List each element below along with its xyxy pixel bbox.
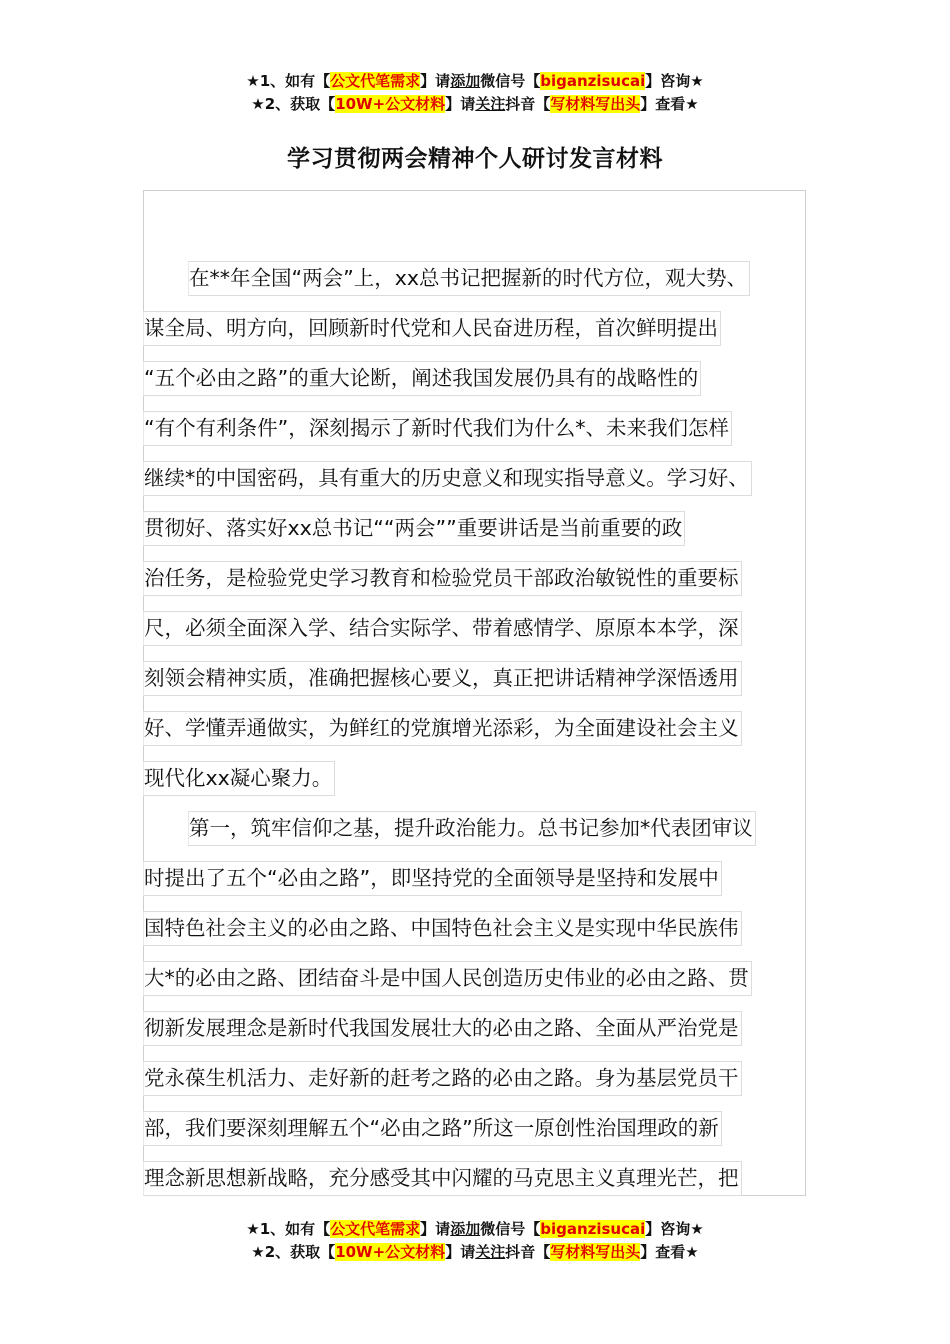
- banner-highlight: biganzisucai: [540, 1220, 646, 1238]
- banner-line-1: [0, 70, 950, 93]
- text-line-content: 尺，必须全面深入学、结合实际学、带着感情学、原原本本学，深: [143, 611, 742, 646]
- text-line-content: 大*的必由之路、团结奋斗是中国人民创造历史伟业的必由之路、贯: [143, 961, 752, 996]
- banner-text: 】咨询★: [645, 1220, 704, 1238]
- text-line: [143, 1152, 808, 1202]
- text-line-content: 现代化xx凝心聚力。: [143, 761, 335, 796]
- bottom-banner: [0, 1218, 950, 1264]
- text-line-content: “有个有利条件”，深刻揭示了新时代我们为什么*、未来我们怎样: [143, 411, 732, 446]
- banner-text: 】请: [420, 72, 451, 90]
- text-line-content: 治任务，是检验党史学习教育和检验党员干部政治敏锐性的重要标: [143, 561, 742, 596]
- text-line-content: 谋全局、明方向，回顾新时代党和人民奋进历程，首次鲜明提出: [143, 311, 721, 346]
- banner-text: 】咨询★: [645, 72, 704, 90]
- text-line-content: 部，我们要深刻理解五个“必由之路”所这一原创性治国理政的新: [143, 1111, 722, 1146]
- text-line: [143, 752, 808, 802]
- banner-text: ★1、如有【: [246, 72, 331, 90]
- banner-underlined: 关注: [475, 1243, 506, 1261]
- text-line-content: 第一，筑牢信仰之基，提升政治能力。总书记参加*代表团审议: [188, 811, 756, 846]
- top-banner: [0, 70, 950, 116]
- banner-highlight: 写材料写出头: [550, 95, 641, 113]
- text-line: [143, 952, 808, 1002]
- document-title: 学习贯彻两会精神个人研讨发言材料: [287, 146, 663, 172]
- text-line: [143, 1102, 808, 1152]
- text-line-content: 国特色社会主义的必由之路、中国特色社会主义是实现中华民族伟: [143, 911, 742, 946]
- banner-text: 抖音【: [505, 1243, 551, 1261]
- banner-text: 】请: [445, 1243, 476, 1261]
- banner-highlight: 公文代笔需求: [330, 72, 421, 90]
- text-line: [143, 902, 808, 952]
- text-line: [143, 502, 808, 552]
- banner-highlight: 10W+公文材料: [335, 1243, 446, 1261]
- banner-line-1: [0, 1218, 950, 1241]
- text-line-content: 彻新发展理念是新时代我国发展壮大的必由之路、全面从严治党是: [143, 1011, 742, 1046]
- text-line: [143, 802, 808, 852]
- banner-text: ★1、如有【: [246, 1220, 331, 1238]
- banner-text: 抖音【: [505, 95, 551, 113]
- text-line-content: “五个必由之路”的重大论断，阐述我国发展仍具有的战略性的: [143, 361, 701, 396]
- text-line: [143, 1002, 808, 1052]
- text-line: [143, 602, 808, 652]
- banner-text: 微信号【: [480, 72, 541, 90]
- text-line: [143, 702, 808, 752]
- banner-line-2: [0, 93, 950, 116]
- text-line: [143, 452, 808, 502]
- banner-highlight: 写材料写出头: [550, 1243, 641, 1261]
- text-line: [143, 852, 808, 902]
- banner-underlined: 添加: [450, 1220, 481, 1238]
- banner-text: ★2、获取【: [251, 95, 336, 113]
- text-line-content: 党永葆生机活力、走好新的赶考之路的必由之路。身为基层党员干: [143, 1061, 742, 1096]
- text-line: [143, 302, 808, 352]
- text-line: [143, 552, 808, 602]
- text-line-content: 理念新思想新战略，充分感受其中闪耀的马克思主义真理光芒，把: [143, 1161, 742, 1196]
- banner-text: 】查看★: [640, 95, 699, 113]
- text-line: [143, 1052, 808, 1102]
- text-line-content: 在**年全国“两会”上，xx总书记把握新的时代方位，观大势、: [188, 261, 750, 296]
- banner-text: 】查看★: [640, 1243, 699, 1261]
- banner-text: 】请: [420, 1220, 451, 1238]
- text-line-content: 贯彻好、落实好xx总书记““两会””重要讲话是当前重要的政: [143, 511, 685, 546]
- document-body: [143, 252, 808, 1202]
- text-line-content: 刻领会精神实质，准确把握核心要义，真正把讲话精神学深悟透用: [143, 661, 742, 696]
- text-line-content: 时提出了五个“必由之路”，即坚持党的全面领导是坚持和发展中: [143, 861, 722, 896]
- banner-line-2: [0, 1241, 950, 1264]
- banner-text: ★2、获取【: [251, 1243, 336, 1261]
- text-line: [143, 352, 808, 402]
- text-line: [143, 652, 808, 702]
- text-line-content: 继续*的中国密码，具有重大的历史意义和现实指导意义。学习好、: [143, 461, 752, 496]
- banner-underlined: 关注: [475, 95, 506, 113]
- banner-highlight: 10W+公文材料: [335, 95, 446, 113]
- text-line-content: 好、学懂弄通做实，为鲜红的党旗增光添彩，为全面建设社会主义: [143, 711, 742, 746]
- banner-highlight: 公文代笔需求: [330, 1220, 421, 1238]
- banner-text: 微信号【: [480, 1220, 541, 1238]
- banner-highlight: biganzisucai: [540, 72, 646, 90]
- banner-underlined: 添加: [450, 72, 481, 90]
- banner-text: 】请: [445, 95, 476, 113]
- text-line: [143, 402, 808, 452]
- text-line: [143, 252, 808, 302]
